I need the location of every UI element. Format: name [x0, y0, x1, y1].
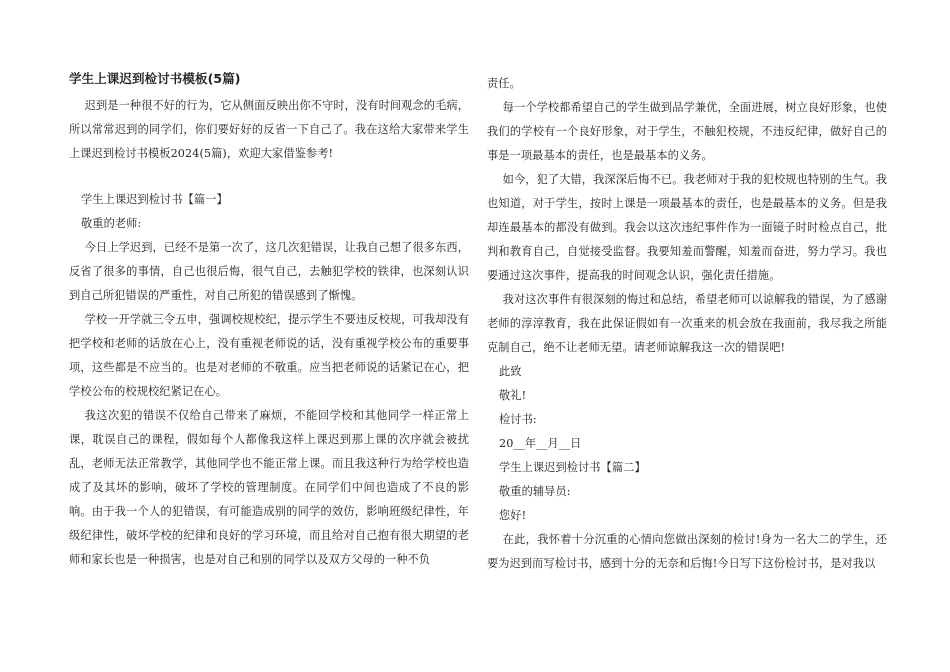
signer-line: 检讨书:: [499, 413, 537, 426]
paragraph-3-continued: 责任。: [487, 77, 521, 90]
closing-line-2: 敬礼!: [499, 389, 527, 402]
paragraph-2: 学校一开学就三令五申，强调校规校纪，提示学生不要违反校规，可我却没有把学校和老师的话放在心上，没有重视老师说的话，没有重视学校公布的重要事项，这些都是不应当的。也是对老师的不敬重。应当把老师说的话紧记在心，把学校公布的校规校纪紧记在心。: [69, 313, 469, 398]
document-title: 学生上课迟到检讨书模板(5篇): [69, 71, 241, 86]
spacer: [69, 166, 469, 188]
section-heading-2: 学生上课迟到检讨书【篇二】: [499, 461, 646, 474]
left-column: [69, 68, 469, 572]
paragraph-6: 我对这次事件有很深刻的悔过和总结，希望老师可以谅解我的错误，为了感谢老师的淳淳教育，我在此保证假如有一次重来的机会放在我面前，我尽我之所能克制自己，绝不让老师无望。请老师谅解我这一次的错误吧!: [487, 293, 887, 354]
paragraph-1: 今日上学迟到，已经不是第一次了，这几次犯错误，让我自己想了很多东西，反省了很多的事情，自己也很后悔，很气自己，去触犯学校的铁律，也深刻认识到自己所犯错误的严重性，对自己所犯的错误感到了惭愧。: [69, 241, 469, 302]
paragraph-5: 如今，犯了大错，我深深后悔不已。我老师对于我的犯校规也特别的生气。我也知道，对于学生，按时上课是一项最基本的责任，也是最基本的义务。但是我却连最基本的都没有做到。我会以这次违纪事件作为一面镜子时时检点自己，批判和教育自己，自觉接受监督。我要知羞而警醒，知羞而奋进，努力学习。我也要通过这次事件，提高我的时间观念认识，强化责任措施。: [487, 173, 887, 282]
greeting-2: 您好!: [499, 509, 527, 522]
salutation-1: 敬重的老师:: [81, 217, 142, 230]
paragraph-4: 每一个学校都希望自己的学生做到品学兼优，全面进展，树立良好形象，也使我们的学校有一个良好形象，对于学生，不触犯校规，不违反纪律，做好自己的事是一项最基本的责任，也是最基本的义务。: [487, 101, 887, 162]
right-column: [487, 72, 887, 576]
paragraph-7: 在此，我怀着十分沉重的心情向您做出深刻的检讨!身为一名大二的学生，还要为迟到而写检讨书，感到十分的无奈和后悔!今日写下这份检讨书，是对我以: [487, 533, 887, 570]
intro-paragraph: 迟到是一种很不好的行为，它从侧面反映出你不守时，没有时间观念的毛病，所以常常迟到的同学们，你们要好好的反省一下自己了。我在这给大家带来学生上课迟到检讨书模板2024(5篇)，欢迎大家借鉴参考!: [69, 99, 469, 160]
section-heading-1: 学生上课迟到检讨书【篇一】: [81, 193, 228, 206]
salutation-2: 敬重的辅导员:: [499, 485, 571, 498]
paragraph-3: 我这次犯的错误不仅给自己带来了麻烦，不能回学校和其他同学一样正常上课，耽误自己的课程，假如每个人都像我这样上课迟到那上课的次序就会被扰乱，老师无法正常教学，其他同学也不能正常上课。而且我这种行为给学校也造成了及其坏的影响，破坏了学校的管理制度。在同学们中间也造成了不良的影响。由于我一个人的犯错误，有可能造成别的同学的效仿，影响班级纪律性，年级纪律性，破坏学校的纪律和良好的学习环境，而且给对自己抱有很大期望的老师和家长也是一种损害，也是对自己和别的同学以及双方父母的一种不负: [69, 409, 469, 566]
closing-line-1: 此致: [499, 365, 522, 378]
date-line: 20__年__月__日: [499, 437, 582, 450]
